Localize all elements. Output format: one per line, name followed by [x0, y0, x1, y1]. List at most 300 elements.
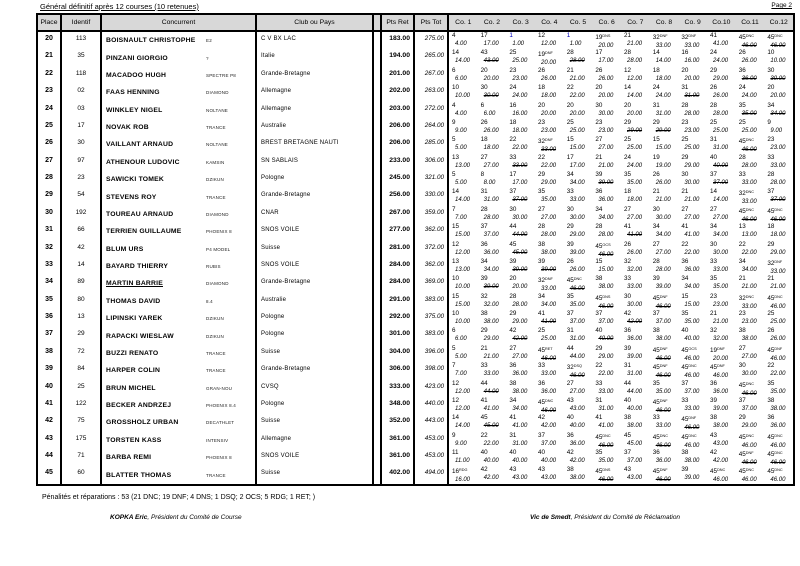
- race-points: 25.00: [713, 127, 729, 134]
- race-result-cell: [764, 206, 793, 223]
- cell-place: 38: [38, 345, 62, 362]
- race-result-cell: [592, 275, 621, 292]
- cell-pts-tot: 383.00: [415, 293, 449, 310]
- race-place: 29: [652, 118, 660, 126]
- penalty-code: DNC: [774, 433, 783, 438]
- table-row: [38, 67, 793, 84]
- race-points: 34.00: [512, 405, 528, 412]
- race-result-cell: [736, 310, 765, 327]
- race-points: 33.00: [741, 180, 757, 186]
- race-points: 41.00: [598, 423, 614, 430]
- cell-pts-tot: 330.00: [415, 188, 449, 205]
- table-header-row: [38, 15, 793, 32]
- race-place: 17: [566, 153, 574, 161]
- race-points: 46.00: [598, 442, 614, 449]
- race-place: 21: [566, 66, 574, 74]
- race-points: 29.00: [741, 423, 757, 430]
- race-points: 23.00: [770, 145, 786, 152]
- race-place: 33: [738, 171, 746, 178]
- competitor-name: STEVENS ROY: [106, 193, 157, 201]
- race-result-cell: [506, 345, 535, 362]
- race-result-cell: [564, 136, 593, 153]
- race-points: 46.00: [655, 355, 671, 362]
- cell-identif: 113: [62, 32, 102, 49]
- boat-class-label: DZIKUN: [206, 333, 224, 339]
- race-points: 24.00: [713, 58, 729, 65]
- race-place: 25: [624, 136, 632, 144]
- race-place: 17: [595, 49, 603, 57]
- race-place: 38: [738, 327, 746, 335]
- cell-pts-tot: 275.00: [415, 32, 449, 49]
- race-result-cell: [736, 171, 765, 188]
- cell-club: Allemagne: [257, 102, 374, 119]
- race-result-cell: [564, 293, 593, 310]
- cell-blank: [374, 466, 382, 483]
- race-points: 6.00: [455, 75, 467, 82]
- cell-pts-tot: 362.00: [415, 258, 449, 275]
- cell-pts-ret: 201.00: [382, 67, 415, 84]
- race-result-cell: [650, 136, 679, 153]
- race-result-cell: [764, 432, 793, 449]
- race-points: 13.00: [455, 162, 471, 169]
- race-place: $32^{DNF}$: [538, 277, 553, 285]
- race-result-cell: [736, 449, 765, 466]
- race-place: 25: [509, 49, 517, 57]
- boat-class-label: RUBIS: [206, 264, 221, 270]
- race-result-cell: [478, 32, 507, 49]
- race-points: 27.00: [598, 145, 614, 152]
- race-place: $45^{DNC}$: [767, 433, 783, 441]
- table-row: [38, 102, 793, 119]
- race-points: 29.00: [569, 232, 585, 239]
- table-row: [38, 293, 793, 310]
- boat-class-label: TRANCE: [206, 125, 226, 131]
- cell-concurrent: [102, 466, 257, 483]
- race-place: 37: [767, 188, 775, 196]
- race-result-cell: [678, 32, 707, 49]
- boat-class-label: TRANCE: [206, 350, 226, 356]
- race-points: 35.00: [684, 319, 700, 325]
- race-points: 46.00: [598, 251, 614, 258]
- race-points: 39.00: [627, 353, 643, 360]
- race-result-cell: [764, 119, 793, 136]
- race-result-cell: [449, 188, 478, 205]
- race-points: 25.00: [541, 336, 557, 343]
- race-result-cell: [678, 449, 707, 466]
- race-points: 21.00: [569, 75, 585, 82]
- race-place: 39: [710, 396, 718, 404]
- race-place: 36: [480, 240, 488, 248]
- race-place: 41: [538, 310, 546, 317]
- race-points: 33.00: [655, 43, 671, 49]
- race-place: 12: [452, 396, 460, 404]
- race-result-cell: [736, 136, 765, 153]
- race-place: $45^{DNC}$: [652, 433, 668, 441]
- race-points: 21.00: [713, 319, 729, 325]
- cell-pts-ret: 183.00: [382, 32, 415, 49]
- race-place: 34: [738, 257, 746, 265]
- race-place: 38: [538, 240, 546, 248]
- race-result-cell: [764, 380, 793, 397]
- race-points: 21.00: [741, 284, 757, 291]
- cell-races: [449, 84, 793, 101]
- cell-blank: [374, 414, 382, 431]
- race-result-cell: [678, 154, 707, 171]
- header-race-col: Co. 8: [655, 19, 673, 26]
- race-points: 11.00: [455, 458, 470, 464]
- race-place: 34: [509, 396, 517, 404]
- cell-place: 39: [38, 362, 62, 379]
- race-points: 26.00: [541, 75, 557, 82]
- race-place: 30: [509, 205, 517, 213]
- cell-club: Pologne: [257, 171, 374, 188]
- race-result-cell: [707, 310, 736, 327]
- race-result-cell: [736, 380, 765, 397]
- race-points: 14.00: [627, 93, 643, 100]
- race-points: 22.00: [512, 145, 528, 152]
- race-place: 32: [710, 327, 718, 335]
- race-points: 45.00: [627, 440, 643, 447]
- penalty-code: DNF: [659, 468, 668, 473]
- race-points: 20.00: [770, 93, 786, 100]
- race-result-cell: [707, 32, 736, 49]
- race-place: 23: [738, 310, 746, 317]
- cell-blank: [374, 206, 382, 223]
- race-points: 14.00: [655, 58, 671, 65]
- race-place: 35: [738, 101, 746, 109]
- race-points: 34.00: [655, 232, 671, 239]
- cell-club: CVSQ: [257, 380, 374, 397]
- race-place: 17: [509, 171, 517, 178]
- race-place: 37: [538, 431, 546, 439]
- race-points: 39.00: [713, 405, 729, 412]
- race-result-cell: [478, 171, 507, 188]
- race-result-cell: [478, 102, 507, 119]
- race-result-cell: [506, 449, 535, 466]
- race-place: 37: [681, 379, 689, 387]
- cell-pts-tot: 265.00: [415, 49, 449, 66]
- race-points: 46.00: [741, 216, 757, 223]
- race-points: 29.00: [627, 127, 643, 134]
- penalty-code: DNC: [774, 451, 783, 455]
- competitor-name: BUZZI RENATO: [106, 349, 159, 357]
- race-place: 4: [452, 101, 456, 109]
- cell-identif: 03: [62, 102, 102, 119]
- race-result-cell: [592, 397, 621, 414]
- race-result-cell: [707, 275, 736, 292]
- race-result-cell: [506, 327, 535, 344]
- race-points: 37.00: [655, 319, 671, 325]
- race-place: 19: [652, 153, 660, 161]
- header-pts-tot: Pts Tot: [415, 15, 449, 30]
- cell-identif: 97: [62, 154, 102, 171]
- race-result-cell: [449, 171, 478, 188]
- race-result-cell: [478, 154, 507, 171]
- race-points: 30.00: [655, 214, 671, 221]
- race-result-cell: [678, 49, 707, 66]
- cell-identif: 118: [62, 67, 102, 84]
- race-place: 26: [624, 240, 632, 248]
- race-result-cell: [736, 119, 765, 136]
- race-points: 5.00: [455, 180, 467, 186]
- race-result-cell: [506, 188, 535, 205]
- competitor-name: THOMAS DAVID: [106, 297, 161, 305]
- cell-races: [449, 449, 793, 466]
- cell-club: CNAR: [257, 206, 374, 223]
- race-result-cell: [506, 136, 535, 153]
- table-row: [38, 136, 793, 153]
- race-place: 20: [566, 101, 574, 109]
- race-result-cell: [564, 84, 593, 101]
- race-result-cell: [621, 241, 650, 258]
- race-points: 19.00: [655, 162, 671, 169]
- race-place: 5: [452, 136, 456, 144]
- cell-concurrent: [102, 327, 257, 344]
- race-result-cell: [535, 275, 564, 292]
- race-result-cell: [707, 188, 736, 205]
- race-result-cell: [650, 67, 679, 84]
- cell-races: [449, 119, 793, 136]
- race-place: 30: [566, 205, 574, 213]
- race-place: 24: [710, 49, 718, 57]
- cell-identif: 122: [62, 397, 102, 414]
- race-points: 25.00: [770, 319, 786, 325]
- cell-concurrent: [102, 154, 257, 171]
- race-result-cell: [621, 275, 650, 292]
- race-result-cell: [650, 449, 679, 466]
- race-points: 38.00: [627, 423, 643, 430]
- race-points: 33.00: [741, 199, 757, 206]
- penalty-code: DNF: [545, 51, 553, 56]
- race-place: 11: [452, 449, 459, 456]
- race-place: 38: [480, 310, 488, 317]
- cell-concurrent: [102, 206, 257, 223]
- cell-place: 44: [38, 449, 62, 466]
- penalty-code: DNS: [602, 34, 611, 38]
- race-place: 14: [710, 188, 718, 196]
- race-result-cell: [478, 380, 507, 397]
- race-result-cell: [564, 380, 593, 397]
- race-points: 46.00: [655, 477, 671, 484]
- race-points: 32.00: [483, 301, 499, 308]
- race-place: 18: [509, 118, 517, 126]
- race-points: 33.00: [541, 286, 557, 293]
- race-place: $45^{OCS}$: [595, 242, 611, 250]
- race-points: 36.00: [655, 458, 671, 464]
- race-result-cell: [535, 466, 564, 483]
- header-pts-ret: Pts Ret: [382, 15, 415, 30]
- race-points: 22.00: [741, 249, 757, 256]
- race-result-cell: [707, 206, 736, 223]
- table-row: [38, 327, 793, 344]
- penalty-code: DNF: [659, 398, 668, 403]
- race-points: 27.00: [541, 214, 557, 221]
- penalty-code: DNF: [659, 364, 668, 369]
- cell-pts-tot: 372.00: [415, 241, 449, 258]
- race-place: 26: [538, 66, 546, 74]
- race-place: 33: [509, 153, 517, 161]
- race-result-cell: [564, 432, 593, 449]
- cell-races: [449, 258, 793, 275]
- race-result-cell: [592, 362, 621, 379]
- cell-races: [449, 67, 793, 84]
- penalty-code: DNS: [602, 468, 611, 473]
- race-result-cell: [449, 345, 478, 362]
- race-points: 28.00: [770, 180, 786, 186]
- race-place: 12: [538, 32, 546, 39]
- boat-class-label: DIAMOND: [206, 90, 229, 96]
- race-place: 33: [480, 362, 488, 370]
- race-points: 33.00: [684, 405, 700, 412]
- race-result-cell: [621, 293, 650, 310]
- race-result-cell: [764, 310, 793, 327]
- penalty-code: DNC: [774, 207, 783, 212]
- penalty-code: DNC: [745, 34, 754, 38]
- race-result-cell: [707, 345, 736, 362]
- race-result-cell: [592, 258, 621, 275]
- cell-pts-ret: 284.00: [382, 258, 415, 275]
- race-place: 12: [624, 66, 632, 74]
- penalty-code: DNF: [545, 138, 553, 143]
- race-place: 29: [595, 344, 603, 352]
- cell-club: SNOS VOILE: [257, 258, 374, 275]
- race-place: 27: [681, 205, 689, 213]
- race-place: 13: [452, 257, 460, 265]
- cell-concurrent: [102, 102, 257, 119]
- table-row: [38, 310, 793, 327]
- race-points: 32.00: [627, 266, 643, 273]
- race-points: 26.00: [713, 93, 729, 100]
- race-place: 27: [652, 240, 660, 248]
- race-place: $45^{DNC}$: [767, 34, 783, 41]
- cell-pts-tot: 383.00: [415, 327, 449, 344]
- competitor-name: GROSSHOLZ URBAN: [106, 419, 179, 427]
- cell-races: [449, 345, 793, 362]
- race-points: 9.00: [455, 440, 467, 447]
- race-result-cell: [678, 206, 707, 223]
- race-result-cell: [478, 345, 507, 362]
- race-place: 9: [452, 118, 456, 126]
- race-points: 34.00: [483, 266, 499, 273]
- race-result-cell: [592, 327, 621, 344]
- cell-concurrent: [102, 119, 257, 136]
- race-points: 46.00: [713, 477, 729, 484]
- race-result-cell: [678, 136, 707, 153]
- race-place: 31: [595, 396, 603, 404]
- race-points: 43.00: [569, 405, 585, 412]
- race-place: $45^{DNC}$: [681, 364, 697, 372]
- race-points: 30.00: [598, 110, 614, 117]
- race-result-cell: [478, 188, 507, 205]
- race-points: 38.00: [684, 458, 700, 464]
- header-race-col: Co. 7: [627, 19, 644, 26]
- race-result-cell: [592, 154, 621, 171]
- penalty-code: DNC: [745, 294, 754, 299]
- header-race-col: Co. 6: [598, 19, 615, 26]
- race-points: 45.00: [483, 423, 499, 430]
- competitor-name: PINZANI GIORGIO: [106, 54, 168, 62]
- race-points: 26.00: [770, 336, 786, 343]
- race-place: 31: [710, 136, 718, 144]
- race-result-cell: [678, 275, 707, 292]
- race-result-cell: [449, 327, 478, 344]
- race-points: 22.00: [770, 371, 786, 378]
- cell-pts-ret: 348.00: [382, 397, 415, 414]
- header-race-col: Co. 9: [684, 19, 701, 26]
- race-points: 39.00: [512, 266, 528, 273]
- race-place: 30: [767, 66, 775, 74]
- race-result-cell: [592, 206, 621, 223]
- race-result-cell: [449, 275, 478, 292]
- race-result-cell: [478, 414, 507, 431]
- race-place: 40: [566, 414, 574, 422]
- cell-pts-ret: 206.00: [382, 119, 415, 136]
- race-place: $45^{DNC}$: [738, 381, 754, 389]
- race-place: $19^{DNF}$: [538, 51, 553, 59]
- race-place: $45^{DNF}$: [710, 364, 725, 372]
- competitor-name: VAILLANT ARNAUD: [106, 141, 174, 149]
- cell-races: [449, 188, 793, 205]
- race-points: 33.00: [770, 162, 786, 169]
- race-points: 34.00: [770, 110, 786, 117]
- table-body: [38, 32, 793, 484]
- boat-class-label: PHOENIX 8: [206, 229, 232, 235]
- race-place: 38: [624, 414, 632, 422]
- race-place: 6: [452, 66, 456, 74]
- results-table: [36, 13, 795, 486]
- cell-races: [449, 223, 793, 240]
- race-points: 37.00: [569, 319, 585, 325]
- race-points: 40.00: [684, 336, 700, 343]
- race-place: 18: [652, 66, 660, 74]
- race-result-cell: [764, 84, 793, 101]
- race-result-cell: [707, 119, 736, 136]
- signature-left-role: , Président du Comité de Course: [147, 514, 242, 521]
- race-place: 39: [652, 275, 660, 283]
- cell-place: 31: [38, 223, 62, 240]
- race-points: 30.00: [512, 214, 528, 221]
- race-result-cell: [736, 466, 765, 483]
- race-place: 8: [480, 171, 485, 178]
- race-result-cell: [449, 32, 478, 49]
- race-points: 24.00: [627, 162, 643, 169]
- cell-concurrent: [102, 275, 257, 292]
- race-place: 21: [652, 188, 660, 196]
- race-place: $32^{DSQ}$: [566, 364, 582, 372]
- cell-identif: 13: [62, 310, 102, 327]
- race-points: 42.00: [713, 458, 729, 464]
- cell-concurrent: [102, 414, 257, 431]
- race-points: 29.00: [684, 162, 700, 169]
- race-place: 14: [452, 414, 460, 422]
- race-place: 15: [652, 136, 660, 144]
- cell-identif: 42: [62, 241, 102, 258]
- race-place: 36: [538, 379, 546, 387]
- race-place: 14: [652, 49, 660, 57]
- race-place: 28: [681, 101, 689, 109]
- signature-protest-committee: [530, 514, 680, 521]
- race-place: 40: [509, 449, 517, 456]
- race-place: $45^{DNC}$: [710, 468, 726, 476]
- race-result-cell: [564, 188, 593, 205]
- cell-pts-ret: 203.00: [382, 102, 415, 119]
- race-result-cell: [650, 188, 679, 205]
- header-place: Place: [38, 15, 62, 30]
- race-place: 10: [452, 84, 460, 92]
- race-place: 25: [738, 118, 746, 126]
- race-points: 41.00: [684, 232, 700, 239]
- race-result-cell: [564, 258, 593, 275]
